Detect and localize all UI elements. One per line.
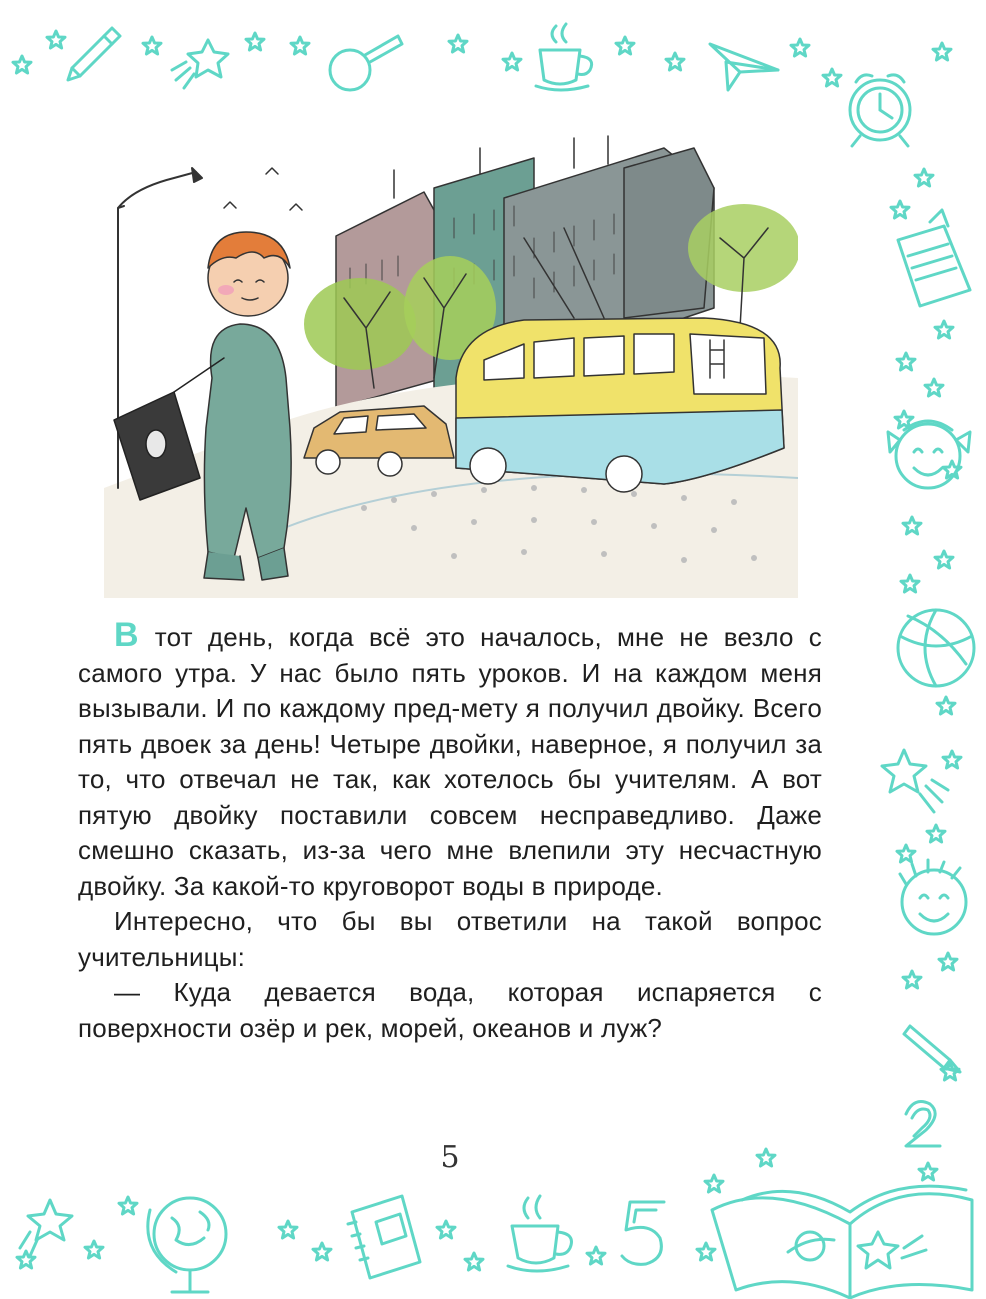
star-icon: [291, 37, 309, 54]
paragraph-1: [78, 616, 822, 904]
globe-icon: [148, 1198, 226, 1292]
star-icon: [897, 845, 915, 862]
star-icon: [13, 56, 31, 73]
paragraph-3: — Куда девается вода, которая испаряется с поверхности озёр и рек, морей, океанов и луж?: [78, 977, 822, 1043]
star-icon: [891, 201, 909, 218]
star-icon: [666, 53, 684, 70]
cup-icon: [508, 1196, 572, 1271]
star-icon: [791, 39, 809, 56]
star-icon: [757, 1149, 775, 1166]
star-icon: [927, 825, 945, 842]
star-icon: [313, 1243, 331, 1260]
star-icon: [449, 35, 467, 52]
number-5-icon: [622, 1202, 664, 1264]
star-icon: [897, 353, 915, 370]
star-icon: [919, 1163, 937, 1180]
star-icon: [616, 37, 634, 54]
ball-icon: [898, 610, 974, 686]
star-icon: [943, 751, 961, 768]
number-2-icon: [906, 1102, 940, 1146]
note-icon: [898, 210, 970, 306]
star-icon: [119, 1197, 137, 1214]
star-icon: [246, 33, 264, 50]
star-icon: [697, 1243, 715, 1260]
drop-cap: В: [114, 616, 139, 654]
star-icon: [933, 43, 951, 60]
star-icon: [935, 321, 953, 338]
star-icon: [465, 1253, 483, 1270]
star-icon: [437, 1221, 455, 1238]
star-icon: [925, 379, 943, 396]
star-icon: [915, 169, 933, 186]
shooting-star-icon: [882, 750, 948, 812]
star-icon: [903, 517, 921, 534]
star-icon: [935, 551, 953, 568]
star-icon: [903, 971, 921, 988]
story-text: [78, 616, 822, 1046]
boy-face-icon: [900, 860, 966, 934]
star-icon: [939, 953, 957, 970]
open-book-icon: [712, 1186, 972, 1298]
star-icon: [823, 69, 841, 86]
pen-icon: [68, 28, 120, 80]
star-icon: [143, 37, 161, 54]
alarm-clock-icon: [850, 75, 910, 146]
shooting-star-icon: [20, 1200, 72, 1256]
paragraph-2: Интересно, что бы вы ответили на такой вопрос учительницы:: [78, 906, 822, 972]
star-icon: [47, 31, 65, 48]
star-icon: [587, 1247, 605, 1264]
star-icon: [279, 1221, 297, 1238]
cup-icon: [536, 24, 592, 90]
magnifier-icon: [330, 36, 402, 90]
street-illustration: [104, 128, 798, 598]
notebook-icon: [348, 1196, 420, 1278]
paper-plane-icon: [710, 44, 778, 90]
page-number: 5: [440, 1140, 460, 1175]
paragraph-1-text: тот день, когда всё это началось, мне не везло с самого утра. У нас было пять уроков. И на каждом меня вызывали. И по каждому пред-мету я получил двойку. Всего пять двоек за день! Четыре двойки, наверное, я получил за то, что отвечал не так, как хотелось бы учителям. А вот пятую двойку поставили совсем несправедливо. Даже смешно сказать, из-за чего мне влепили эту несчастную двойку. За какой-то круговорот воды в природе.: [78, 622, 822, 901]
shooting-star-icon: [172, 40, 228, 88]
star-icon: [85, 1241, 103, 1258]
star-icon: [937, 697, 955, 714]
star-icon: [503, 53, 521, 70]
star-icon: [705, 1175, 723, 1192]
birds-icon: [224, 168, 302, 210]
star-icon: [901, 575, 919, 592]
